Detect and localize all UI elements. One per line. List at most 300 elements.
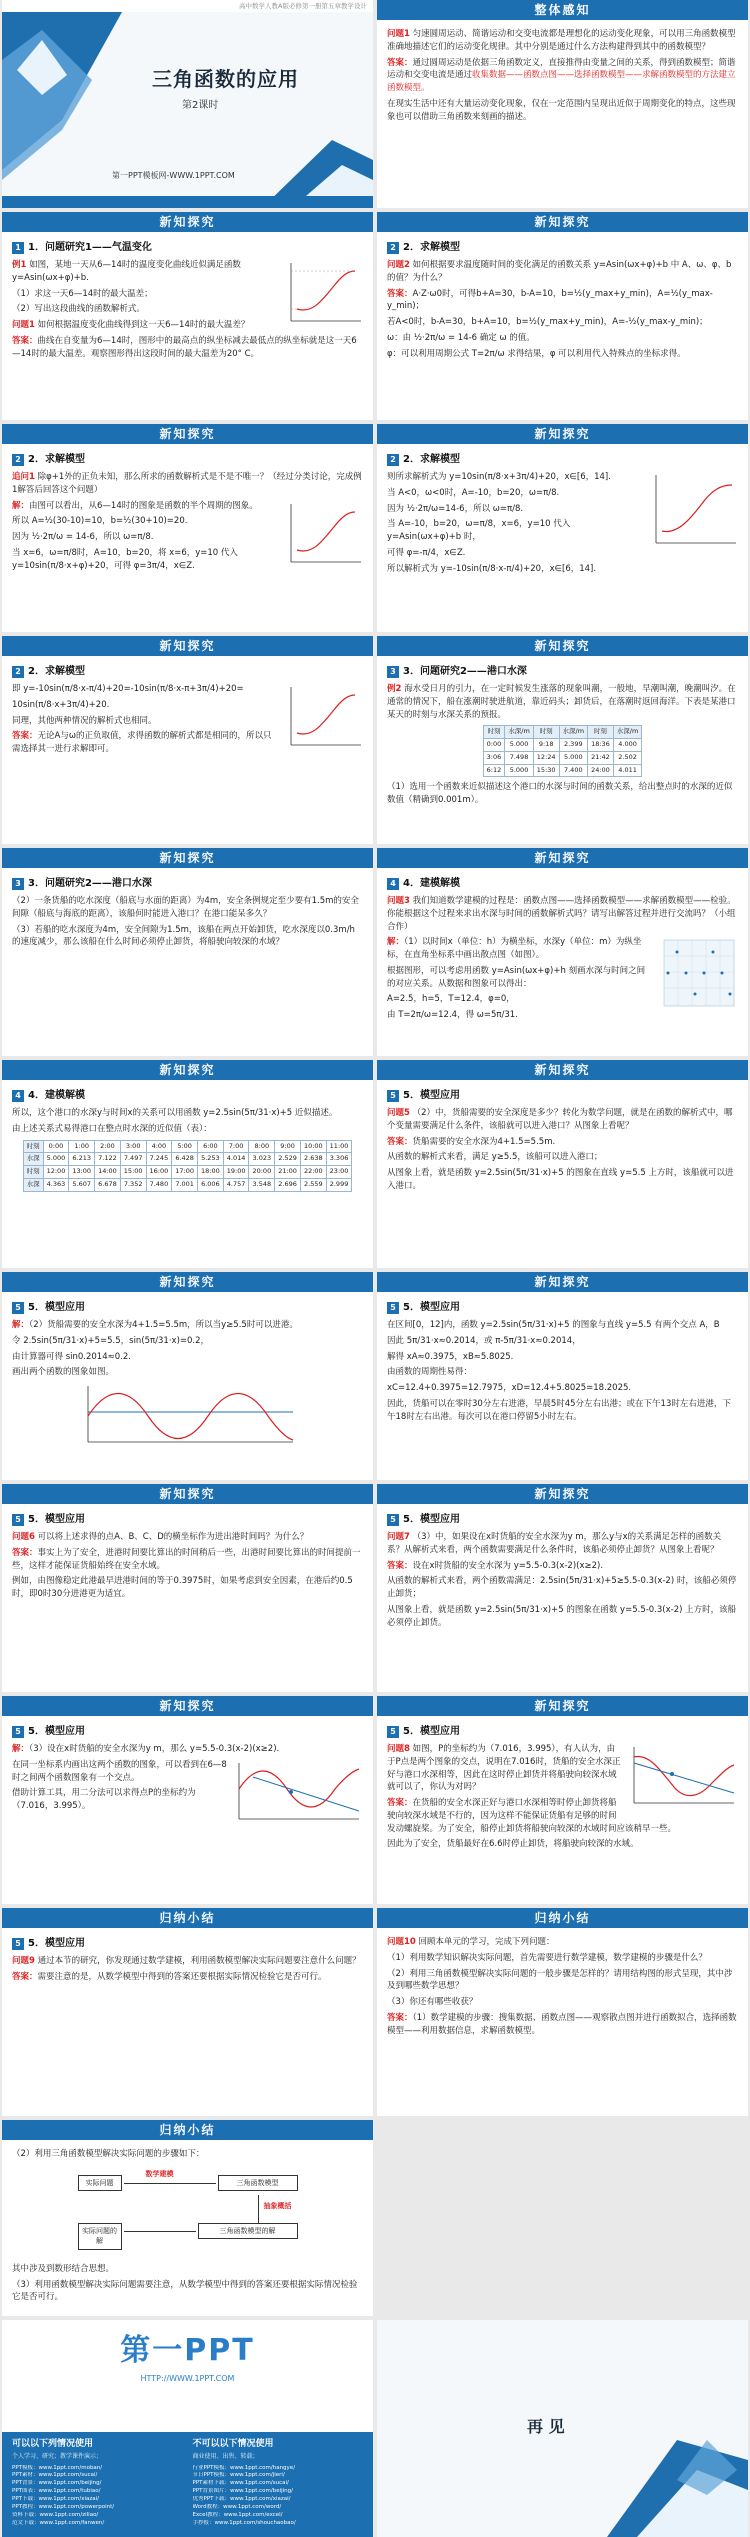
table-cell: 2.999 [326,1178,352,1191]
table-row [483,764,642,777]
table-cell: 21:42 [588,751,614,764]
problem-label: 问题9 [12,1956,35,1966]
table-cell: 4:00 [146,1140,172,1153]
answer-label: 答案： [387,1136,413,1147]
answer-text: 在货船的安全水深正好与港口水深相等时停止卸货将船驶向较深水域是不行的，因为这样不能保证货船有足够的时间发动螺旋桨。为了安全，船停止卸货将船驶向较深的水域时间应该稍早一些。 [387,1798,677,1834]
problem-label: 问题3 [387,896,410,906]
model-graph [283,683,363,753]
sub-question-1: （1）选用一个函数来近似描述这个港口的水深与时间的函数关系，给出整点时的水深的近似数值（精确到0.001m）。 [387,782,733,805]
table-cell: 7.480 [146,1178,172,1191]
table-cell: 24:00 [588,764,614,777]
table-cell: 6.006 [198,1178,224,1191]
example-text: 如图，某地一天从6—14时的温度变化曲线近似满足函数 y=Asin(ωx+φ)+b. [12,260,241,283]
slide-header: 新知探究 [377,212,748,232]
problem-text: 可以将上述求得的点A、B、C、D的横坐标作为进出港时间吗？为什么？ [37,1532,309,1542]
table-cell: 11:00 [326,1140,352,1153]
slide-header: 新知探究 [2,636,373,656]
table-cell: 18:36 [588,739,614,752]
section-number: 5 [387,1302,399,1314]
section-title: 2．求解模型 [28,666,85,677]
table-cell: 5.000 [559,751,588,764]
answer-text: 需要注意的是，从数学模型中得到的答案还要根据实际情况检验它是否可行。 [37,1971,327,1982]
table-cell: 水深 [23,1153,43,1166]
section-title: 2．求解模型 [28,454,85,465]
section-number: 2 [387,454,399,466]
answer-label: 答案： [387,1560,413,1571]
table-cell: 7.001 [172,1178,198,1191]
solution-label: 解： [12,1320,30,1330]
table-cell: 23:00 [326,1166,352,1179]
line-1: 货船需要的安全水深为4+1.5=5.5m. [412,1136,556,1147]
example-text: 海水受日月的引力，在一定时候发生涨落的现象叫潮，一般地，早潮叫潮，晚潮叫汐。在通常的情况下，船在涨潮时驶进航道，靠近码头；卸货后，在落潮时返回海洋。下表是某港口某天的时刻与水深关系的预报。 [387,684,736,720]
sine-intersection-graph [78,1382,298,1452]
problem-label: 问题2 [387,260,410,270]
section-title: 2．求解模型 [403,242,460,253]
flow-box-real-solution: 实际问题的解 [78,2223,122,2250]
followup-text: 除φ+1外的正负未知，那么所求的函数解析式是不是不唯一？（经过分类讨论，完成例1解答后回答这个问题） [12,472,362,495]
slide-header: 新知探究 [2,212,373,232]
line-1: A·Z·ω0时，可得b+A=30，b-A=10，b=½(y_max+y_min)，A=½(y_max-y_min)； [387,288,713,312]
section-number: 3 [12,878,24,890]
sub-question-2: （2）写出这段曲线的函数解析式。 [12,304,145,315]
line-3: 解得 xA≈0.3975，xB≈5.8025. [387,1351,514,1362]
line-2: 由上述关系式易得港口在整点时水深的近似值（表）： [12,1123,212,1134]
problem-label: 问题7 [387,1532,410,1542]
resource-link[interactable]: 手抄报：www.1ppt.com/shouchaobao/ [192,2520,296,2527]
page-title: 三角函数的应用 [152,67,299,91]
table-cell: 5:00 [172,1140,198,1153]
section-title: 4．建模解模 [28,1090,85,1101]
line-3: （3）利用函数模型解决实际问题需要注意，从数学模型中得到的答案还要根据实际情况检验它是否可行。 [12,2279,358,2303]
table-cell: 7.497 [120,1153,146,1166]
resource-link[interactable]: PPT下载：www.1ppt.com/xiazai/ [12,2496,100,2503]
resource-link[interactable]: PPT背景图片：www.1ppt.com/beijing/ [192,2488,294,2495]
slide-model-1 [377,212,748,420]
section-title: 5．模型应用 [403,1302,460,1313]
line-2: 在同一坐标系内画出这两个函数的图象，可以看到在6—8时之间两个函数图象有一个交点。 [12,1759,227,1783]
table-cell: 4.757 [223,1178,249,1191]
section-number: 5 [12,1302,24,1314]
table-cell: 16:00 [146,1166,172,1179]
line-1: （3）设在x时货船的安全水深为y m，那么 y=5.5-0.3(x-2)(x≥2). [29,1744,280,1754]
slide-application-7 [377,1696,748,1904]
line-2: 令 2.5sin(5π/31·x)+5=5.5，sin(5π/31·x)=0.2， [12,1335,210,1346]
section-title: 5．模型应用 [403,1514,460,1525]
problem-text: 回顾本单元的学习，完成下列问题： [418,1937,555,1947]
line-2: 根据图形，可以考虑用函数 y=Asin(ωx+φ)+h 刻画水深与时间之间的对应关系。从数据和图象可以得出： [387,965,646,989]
line-6: 因此，货船可以在零时30分左右进港，早晨5时45分左右出港；或在下午13时左右进港，下午18时左右出港。每次可以在港口停留5小时左右。 [387,1398,731,1422]
tail-text: 例如，由图像稳定此港最早进港时间的等于0.3975时，如果考虑到安全因素，在港后约0.5时，即0时30分进港更为适宜。 [12,1576,353,1599]
table-cell: 19:00 [223,1166,249,1179]
answer-text: 无论A与ω的正负取值，求得函数的解析式都是相同的，所以只需选择其一进行求解即可。 [12,731,272,754]
table-cell: 13:00 [69,1166,95,1179]
line-2: 其中涉及到数形结合思想。 [12,2263,115,2274]
line-2: 从函数的解析式来看，两个函数需满足：2.5sin(5π/31·x)+5≥5.5-0.3(x-2) 时，该船必须停止卸货； [387,1576,737,1599]
line-3: A=2.5，h=5，T=12.4，φ=0， [387,994,515,1005]
flow-box-model-solution: 三角函数模型的解 [198,2223,298,2240]
resource-link[interactable]: 优秀PPT下载：www.1ppt.com/xiazai/ [192,2496,291,2503]
resource-link[interactable]: Word教程：www.1ppt.com/word/ [192,2504,282,2511]
flow-arrow-vertical [258,2195,259,2223]
example-label: 例2 [387,684,402,694]
flow-arrow-top [124,2183,216,2184]
answer-label: 答案： [387,2012,413,2023]
slide-header: 新知探究 [377,1696,748,1716]
brand-text: 第一PPT模板网-WWW.1PPT.COM [112,171,235,180]
answer-label: 答案： [12,1547,38,1558]
table-cell: 2.696 [275,1178,301,1191]
problem-label: 问题5 [387,1108,410,1118]
section-title: 3．问题研究2——港口水深 [403,666,527,677]
problem-text: 通过本节的研究，你发现通过数学建模，利用函数模型解决实际问题要注意什么问题？ [37,1956,361,1966]
table-cell: 15:00 [120,1166,146,1179]
section-number: 5 [387,1514,399,1526]
intersection-graph [628,1743,738,1813]
table-header: 水深/m [505,726,534,739]
table-cell: 7.400 [559,764,588,777]
table-row [23,1178,352,1191]
slide-header: 新知探究 [2,424,373,444]
slide-header: 新知探究 [377,1060,748,1080]
table-row [23,1153,352,1166]
line-2: 10sin(π/8·x+3π/4)+20. [12,699,110,710]
flow-label-abstract: 抽象概括 [263,2201,292,2210]
scatter-plot [658,936,738,1012]
slide-model-2 [2,424,373,632]
usage-allowed-title: 可以以下列情况使用 [12,2439,94,2449]
table-cell: 7:00 [223,1140,249,1153]
answer-label: 答案： [387,288,413,299]
line-sine-graph [233,1759,363,1829]
table-header: 时刻 [533,726,559,739]
table-cell: 9:00 [275,1140,301,1153]
line-1: 设在x时货船的安全水深为 y=5.5-0.3(x-2)(x≥2). [412,1560,604,1571]
end-slide [377,2320,748,2537]
slide-header: 新知探究 [377,848,748,868]
line-2: 当 A<0，ω<0时，A=-10，b=20，ω=π/8. [387,487,560,498]
answer-text: 通过圆周运动是依据三角函数定义，直接推得由变量之间的关系，得到函数模型；简谐运动和交变电流是通过 [387,57,736,81]
table-cell: 3:00 [120,1140,146,1153]
line-2: 因此 5π/31·x≈0.2014，或 π-5π/31·x≈0.2014， [387,1335,581,1346]
resource-link[interactable]: 范文下载：www.1ppt.com/fanwen/ [12,2520,105,2527]
section-number: 5 [12,1726,24,1738]
answer-highlight: 收集数据——函数点图——选择函数模型——求解函数模型的方法建立函数模型。 [387,70,736,93]
resource-link[interactable]: PPT背景：www.1ppt.com/beijing/ [12,2480,102,2487]
resource-link[interactable]: PPT教程：www.1ppt.com/powerpoint/ [12,2504,115,2511]
table-header: 水深/m [559,726,588,739]
slide-model-3 [377,424,748,632]
section-title: 5．模型应用 [403,1090,460,1101]
usage-allowed-sub: 个人学习、研究；教学课件演示； [12,2452,103,2460]
slide-model-4 [2,636,373,844]
table-cell: 0:00 [483,739,505,752]
answer-text: （1）数学建模的步骤：搜集数据、函数点图——观察散点图并进行函数拟合，选择函数模型——利用数据信息，求解函数模型。 [387,2012,737,2036]
slide-harbor [377,636,748,844]
model-graph [648,471,738,551]
table-cell: 4.000 [613,739,642,752]
table-cell: 8:00 [249,1140,275,1153]
slide-header: 整体感知 [377,0,748,20]
line-2: 因为 ½·2π/ω = 14-6，所以 ω=π/8. [12,532,154,542]
section-number: 2 [387,242,399,254]
section-title: 5．模型应用 [28,1514,85,1525]
question-label: 问题1 [387,29,410,39]
problem-text: 如何根据温度变化曲线得到这一天6—14时的最大温差？ [37,320,250,330]
problem-text: （2）中，货船需要的安全深度是多少？转化为数学问题，就是在函数的解析式中，哪个变量需要满足什么条件，该船就可以进入港口？从图象上看呢？ [387,1108,733,1131]
table-cell: 14:00 [95,1166,121,1179]
table-row [23,1166,352,1179]
title-topline: 高中数学人教A版必修第一册第五章教学设计 [2,0,373,12]
line-3: 从图象上看，就是函数 y=2.5sin(5π/31·x)+5 的图象在直线 y=5.5 上方时，该船就可以进入港口。 [387,1168,734,1191]
table-cell: 7.352 [120,1178,146,1191]
table-cell: 1:00 [69,1140,95,1153]
title-slide [2,0,373,208]
example-label: 例1 [12,260,27,270]
line-4: 当 A=-10，b=20，ω=π/8，x=6，y=10 代入 y=Asin(ωx+φ)+b 时， [387,519,571,542]
slide-header: 新知探究 [2,1272,373,1292]
answer-label: 答案： [12,731,38,742]
section-number: 5 [387,1090,399,1102]
slide-depth-table [2,1060,373,1268]
flow-arrow-bottom [124,2231,196,2232]
slide-build-model [377,848,748,1056]
section-title: 5．模型应用 [28,1726,85,1737]
section-title: 5．模型应用 [403,1726,460,1737]
slide-header: 新知探究 [2,1484,373,1504]
table-cell: 7.122 [95,1153,121,1166]
hourly-depth-table [23,1140,353,1192]
slide-application-5 [377,1484,748,1692]
answer-label: 答案： [387,57,413,68]
line-2: 从函数的解析式来看，满足 y≥5.5，该船可以进入港口； [387,1152,603,1163]
table-cell: 2.502 [613,751,642,764]
problem-text: 我们知道数学建模的过程是：函数点图——选择函数模型——求解函数模型——检验。你能根据这个过程来求出水深与时间的函数解析式吗？请写出解答过程并进行交流吗？（小组合作） [387,896,736,932]
table-cell: 2:00 [95,1140,121,1153]
table-cell: 6.428 [172,1153,198,1166]
table-cell: 12:24 [533,751,559,764]
slide-application-3 [377,1272,748,1480]
line-3: （3）你还有哪些收获？ [387,1997,478,2007]
answer-text: 事实上为了安全，进港时间要比算出的时间稍后一些，出港时间要比算出的时间提前一些，这样才能保证货船始终在安全水域。 [12,1547,361,1571]
section-title: 5．模型应用 [28,1938,85,1949]
line-4: 由函数的周期性易得： [387,1367,473,1378]
solution-label: 解： [12,500,30,511]
table-cell: 20:00 [249,1166,275,1179]
table-cell: 6.678 [95,1178,121,1191]
line-3: ω：由 ½·2π/ω = 14-6 确定 ω 的值。 [387,332,535,343]
line-2: （2）利用三角函数模型解决实际问题的一般步骤是怎样的？请用结构图的形式呈现，其中涉及到哪些数学思想？ [387,1968,733,1992]
sub-question-1: （1）求这一天6—14时的最大温差； [12,288,153,299]
line-3: 从图象上看，就是函数 y=2.5sin(5π/31·x)+5 的图象在函数 y=5.5-0.3(x-2) 上方时，该船必须停止卸货。 [387,1604,737,1628]
line-2: 若A<0时，b-A=30，b+A=10，b=½(y_max+y_min)，A=-½(y_max-y_min)； [387,317,708,327]
solution-graph [283,500,363,570]
section-number: 2 [12,454,24,466]
table-cell: 5.253 [198,1153,224,1166]
problem-text: 如图，P的坐标约为（7.016，3.995），有人认为，由于P点是两个图象的交点，说明在7.016时，货船的安全水深正好与港口水深相等，因此在这时停止卸货并将船驶向较深水域就可以了，你认为对吗？ [387,1744,621,1793]
problem-label: 问题10 [387,1937,416,1947]
slide-application-1 [377,1060,748,1268]
table-cell: 5.000 [505,739,534,752]
table-cell: 3.023 [249,1153,275,1166]
resource-link[interactable]: 节日PPT模板：www.1ppt.com/jieri/ [192,2472,285,2479]
line-2: （3）若船的吃水深度为4m，安全间隙为1.5m，该船在两点开始卸货，吃水深度以0.3m/h的速度减少，那么该船在什么时间必须停止卸货，将船驶向较深的水域？ [12,924,355,948]
ppt-logo: 第一PPT [120,2333,255,2368]
slide-temperature [2,212,373,420]
table-header: 时刻 [588,726,614,739]
table-cell: 22:00 [300,1166,326,1179]
table-header: 水深/m [613,726,642,739]
table-cell: 5.607 [69,1178,95,1191]
line-3: 由计算器可得 sin0.2014≈0.2. [12,1351,131,1362]
resource-link[interactable]: PPT图表：www.1ppt.com/tubiao/ [12,2488,101,2495]
table-cell: 21:00 [275,1166,301,1179]
slide-application-6 [2,1696,373,1904]
table-cell: 4.363 [43,1178,69,1191]
line-1: 所以 A=½(30-10)=10，b=½(30+10)=20. [12,516,188,527]
table-cell: 4.011 [613,764,642,777]
page-subtitle: 第2课时 [182,100,219,111]
usage-denied-sub: 商业使用、出售、转载； [192,2452,259,2460]
section-number: 5 [12,1514,24,1526]
section-title: 2．求解模型 [403,454,460,465]
slide-header: 新知探究 [377,1484,748,1504]
answer-label: 答案： [12,335,38,346]
table-cell: 10:00 [300,1140,326,1153]
usage-box [2,2432,373,2537]
section-number: 4 [387,878,399,890]
slide-header: 新知探究 [2,848,373,868]
resource-link[interactable]: PPT素材下载：www.1ppt.com/sucai/ [192,2480,289,2487]
solution-label: 解： [387,937,405,948]
flow-diagram [68,2167,308,2257]
slide-summary-1 [2,1908,373,2116]
line-4: 画出两个函数的图象如图。 [12,1367,115,1378]
table-row [483,739,642,752]
line-1: （2）利用三角函数模型解决实际问题的步骤如下： [12,2149,205,2159]
problem-text: 如何根据要求温度随时间的变化满足的函数关系 y=Asin(ωx+φ)+b 中 A、ω、φ、b的值？为什么？ [387,260,732,283]
temperature-graph [283,259,363,329]
goodbye-text: 再 见 [527,2417,565,2436]
slide-header: 归纳小结 [377,1908,748,1928]
line-4: 由 T=2π/ω=12.4，得 ω=5π/31. [387,1010,518,1020]
section-number: 2 [12,666,24,678]
line-1: 在区间[0，12]内，函数 y=2.5sin(5π/31·x)+5 的图象与直线 y=5.5 有两个交点 A，B [387,1320,720,1330]
table-cell: 5.000 [505,764,534,777]
table-cell: 时刻 [23,1166,43,1179]
usage-denied-title: 不可以以下情况使用 [192,2439,274,2449]
line-1: 所以，这个港口的水深y与时间x的关系可以用函数 y=2.5sin(5π/31·x)+5 近似描述。 [12,1108,338,1118]
line-3: 当 x=6，ω=π/8时，A=10，b=20，将 x=6，y=10 代入 y=10sin(π/8·x+φ)+20，可得 φ=3π/4，x∈Z. [12,547,238,571]
table-cell: 2.399 [559,739,588,752]
table-cell: 0:00 [43,1140,69,1153]
slide-header: 新知探究 [2,1696,373,1716]
section-number: 5 [12,1938,24,1950]
resource-link[interactable]: PPT模板：www.1ppt.com/moban/ [12,2464,103,2471]
answer-label: 答案： [12,1971,38,1982]
flow-label-modeling: 数学建模 [145,2169,174,2178]
flow-box-trig-model: 三角函数模型 [218,2175,298,2192]
table-cell: 3.306 [326,1153,352,1166]
table-cell: 7.498 [505,751,534,764]
table-cell: 15:30 [533,764,559,777]
table-cell: 6:12 [483,764,505,777]
problem-label: 问题1 [12,320,35,330]
section-title: 4．建模解模 [403,878,460,889]
followup-label: 追问1 [12,472,35,482]
section-title: 1．问题研究1——气温变化 [28,242,152,253]
table-cell: 9:18 [533,739,559,752]
problem-label: 问题8 [387,1744,410,1754]
question-text: 匀速圆周运动、简谐运动和交变电流都是理想化的运动变化现象，可以用三角函数模型准确地描述它们的运动变化规律。其中分别是通过什么方法构建得到其中的函数模型？ [387,29,736,52]
resource-link[interactable]: Excel教程：www.1ppt.com/excel/ [192,2512,283,2519]
slide-summary-3 [2,2120,373,2316]
table-cell: 时刻 [23,1140,43,1153]
tail-text: 因此为了安全，货船最好在6.6时停止卸货，将船驶向较深的水域。 [387,1839,639,1850]
table-cell: 3:06 [483,751,505,764]
table-row [483,751,642,764]
slide-application-4 [2,1484,373,1692]
section-number: 1 [12,242,24,254]
resource-link[interactable]: 行业PPT模板：www.1ppt.com/hangye/ [192,2464,296,2471]
table-cell: 2.559 [300,1178,326,1191]
table-cell: 6:00 [198,1140,224,1153]
table-cell: 3.548 [249,1178,275,1191]
line-1: （2）货船需要的安全水深为4+1.5=5.5m，所以当y≥5.5时可以进港。 [29,1320,298,1330]
problem-label: 问题6 [12,1532,35,1542]
table-cell: 2.529 [275,1153,301,1166]
line-3: 因为 ½·2π/ω=14-6，所以 ω=π/8. [387,503,524,514]
slide-header: 归纳小结 [2,1908,373,1928]
tide-table [483,725,643,777]
solution-text: 由图可以看出，从6—14时的图象是函数的半个周期的图象。 [29,500,258,511]
table-cell: 17:00 [172,1166,198,1179]
section-number: 3 [387,666,399,678]
table-cell: 5.000 [43,1153,69,1166]
line-6: 所以解析式为 y=-10sin(π/8·x-π/4)+20，x∈[6，14]. [387,563,597,574]
section-title: 3．问题研究2——港口水深 [28,878,152,889]
table-cell: 2.638 [300,1153,326,1166]
table-cell: 18:00 [198,1166,224,1179]
table-header: 时刻 [483,726,505,739]
slide-application-2 [2,1272,373,1480]
slide-header: 新知探究 [377,1272,748,1292]
section-title: 5．模型应用 [28,1302,85,1313]
slide-header: 归纳小结 [2,2120,373,2140]
slide-harbor-2 [2,848,373,1056]
table-cell: 水深 [23,1178,43,1191]
solution-label: 解： [12,1744,30,1754]
line-5: xC=12.4+0.3975=12.7975，xD=12.4+5.8025=18.2025. [387,1383,632,1393]
flow-box-real-problem: 实际问题 [78,2175,122,2192]
table-cell: 6.213 [69,1153,95,1166]
line-1: （1）利用数学知识解决实际问题，首先需要进行数学建模，数学建模的步骤是什么？ [387,1952,707,1963]
line-1: （2）一条货船的吃水深度（船底与水面的距离）为4m，安全条例规定至少要有1.5m的安全间隙（船底与海底的距离），该船何时能进入港口？在港口能呆多久？ [12,896,359,919]
slide-overview [377,0,748,208]
problem-text: （3）中，如果设在x时货船的安全水深为y m，那么y与x的关系满足怎样的函数关系？从解析式来看，两个函数需要满足什么条件时，该船必须停止卸货？从图象上看呢？ [387,1532,722,1555]
slide-summary-2 [377,1908,748,2116]
line-3: 同理，其他两种情况的解析式也相同。 [12,715,157,726]
tail-text: 借助计算工具，用二分法可以求得点P的坐标约为（7.016，3.995）。 [12,1788,196,1811]
table-cell: 12:00 [43,1166,69,1179]
answer-label: 答案： [387,1798,413,1808]
table-cell: 4.014 [223,1153,249,1166]
slide-header: 新知探究 [2,1060,373,1080]
resource-link[interactable]: PPT素材：www.1ppt.com/sucai/ [12,2472,98,2479]
tail-text: 在现实生活中还有大量运动变化现象，仅在一定范围内呈现出近似于周期变化的特点，这些现象也可以借助三角函数来刻画的描述。 [387,98,736,122]
line-1: 即 y=-10sin(π/8·x-π/4)+20=-10sin(π/8·x-π+3π/4)+20= [12,684,244,694]
line-1: （1）以时间x（单位：h）为横坐标，水深y（单位：m）为纵坐标，在直角坐标系中画出散点图（如图）。 [387,937,642,960]
resource-link[interactable]: 资料下载：www.1ppt.com/ziliao/ [12,2512,99,2519]
